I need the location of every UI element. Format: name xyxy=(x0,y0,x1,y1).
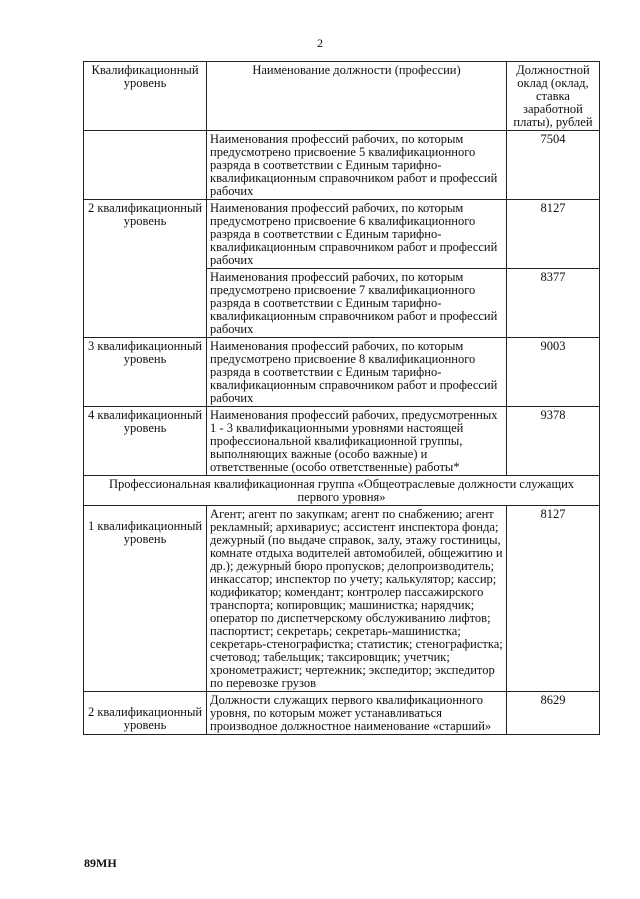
table-row xyxy=(84,200,600,269)
position-cell: Наименования профессий рабочих, по которым предусмотрено присвоение 5 квалификационного разряда в соответствии с Единым тарифно-квалификационным справочником работ и профессий рабочих xyxy=(207,131,507,200)
salary-cell: 8127 xyxy=(506,200,599,269)
table-row xyxy=(84,692,600,735)
header-level: Квалификационный уровень xyxy=(84,62,207,131)
salary-cell: 8629 xyxy=(506,692,599,735)
salary-cell: 7504 xyxy=(506,131,599,200)
level-cell: 4 квалификационный уровень xyxy=(84,407,207,476)
salary-cell: 9378 xyxy=(506,407,599,476)
header-salary: Должностной оклад (оклад, ставка заработной платы), рублей xyxy=(506,62,599,131)
level-cell xyxy=(84,131,207,200)
position-cell: Должности служащих первого квалификационного уровня, по которым может устанавливаться производное должностное наименование «старший» xyxy=(207,692,507,735)
page-number: 2 xyxy=(317,36,323,50)
salary-table xyxy=(83,61,600,735)
table-header-row xyxy=(84,62,600,131)
group-title-row xyxy=(84,476,600,506)
table-row xyxy=(84,407,600,476)
table-row xyxy=(84,131,600,200)
header-position: Наименование должности (профессии) xyxy=(207,62,507,131)
salary-cell: 8377 xyxy=(506,269,599,338)
level-cell: 2 квалификационный уровень xyxy=(84,200,207,338)
level-cell: 2 квалификационный уровень xyxy=(84,692,207,735)
position-cell: Наименования профессий рабочих, предусмотренных 1 - 3 квалификационными уровнями настоящей профессиональной квалификационной группы, выполняющих важные (особо важные) и ответственные (особо ответственные) работы* xyxy=(207,407,507,476)
table-row xyxy=(84,506,600,692)
position-cell: Наименования профессий рабочих, по которым предусмотрено присвоение 7 квалификационного разряда в соответствии с Единым тарифно-квалификационным справочником работ и профессий рабочих xyxy=(207,269,507,338)
salary-cell: 8127 xyxy=(506,506,599,692)
document-code: 89МН xyxy=(84,856,117,870)
level-cell: 3 квалификационный уровень xyxy=(84,338,207,407)
position-cell: Агент; агент по закупкам; агент по снабжению; агент рекламный; архивариус; ассистент инспектора фонда; дежурный (по выдаче справок, залу, этажу гостиницы, комнате отдыха водителей автомобилей, общежитию и др.); дежурный бюро пропусков; делопроизводитель; инкассатор; инспектор по учету; калькулятор; кассир; кодификатор; комендант; контролер пассажирского транспорта; копировщик; машинистка; нарядчик; оператор по диспетчерскому обслуживанию лифтов; паспортист; секретарь; секретарь-машинистка; секретарь-стенографистка; статистик; стенографистка; счетовод; табельщик; таксировщик; учетчик; хронометражист; чертежник; экспедитор; экспедитор по перевозке грузов xyxy=(207,506,507,692)
salary-cell: 9003 xyxy=(506,338,599,407)
position-cell: Наименования профессий рабочих, по которым предусмотрено присвоение 8 квалификационного разряда в соответствии с Единым тарифно-квалификационным справочником работ и профессий рабочих xyxy=(207,338,507,407)
level-cell: 1 квалификационный уровень xyxy=(84,506,207,692)
position-cell: Наименования профессий рабочих, по которым предусмотрено присвоение 6 квалификационного разряда в соответствии с Единым тарифно-квалификационным справочником работ и профессий рабочих xyxy=(207,200,507,269)
table-row xyxy=(84,338,600,407)
group-title: Профессиональная квалификационная группа «Общеотраслевые должности служащих первого уровня» xyxy=(84,476,600,506)
